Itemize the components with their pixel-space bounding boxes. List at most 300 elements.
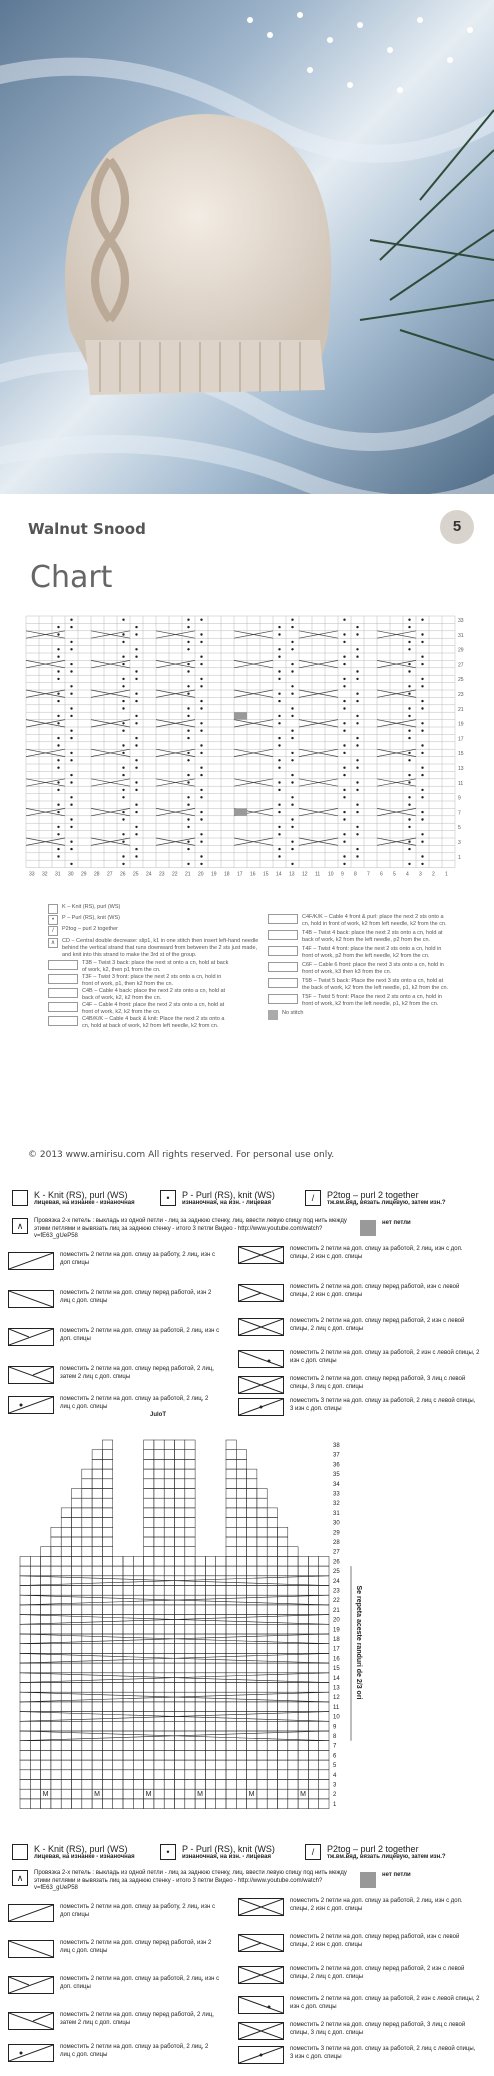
purl-dot [421, 752, 423, 754]
purl-dot [135, 737, 137, 739]
legend-symbol: ∧ [48, 938, 58, 948]
row-number: 17 [458, 736, 464, 743]
chart2-row-number: 17 [333, 1646, 340, 1653]
cable-note-2-3: поместить 2 петли на доп. спицу за работой, 2 лиц, изн с доп. спицы [60, 1976, 220, 1990]
knit-label-ru-2: лицевая, на изнанке - изнаночная [34, 1854, 135, 1860]
purl-dot [278, 804, 280, 806]
purl-dot [200, 796, 202, 798]
purl-dot [343, 855, 345, 857]
purl-dot [57, 744, 59, 746]
no-stitch-label: нет петли [382, 1220, 411, 1226]
purl-dot [122, 855, 124, 857]
legend-text: T5F – Twist 5 front: Place the next 2 sts onto a cn, hold in front of work, k2 from the left needle, p1, k2 from the cn. [302, 994, 442, 1007]
purl-dot [200, 811, 202, 813]
author-credit: JuloT [150, 1412, 166, 1418]
column-number: 21 [185, 871, 191, 878]
purl-dot [343, 789, 345, 791]
purl-dot [122, 685, 124, 687]
p2tog-label-ru-2: тж.вм.вяд, вязать лицевую, затем изн.? [327, 1854, 446, 1860]
legend-text: C4B – Cable 4 back: place the next 2 sts onto a cn, hold at back of work, k2, k2 from the cn. [82, 988, 226, 1001]
purl-dot [187, 818, 189, 820]
no-stitch-symbol [360, 1220, 376, 1236]
purl-dot [291, 663, 293, 665]
purl-dot [57, 633, 59, 635]
purl-dot [278, 737, 280, 739]
purl-dot [408, 841, 410, 843]
purl-dot [291, 796, 293, 798]
cable-symbol-2-5 [8, 2044, 54, 2062]
purl-dot [421, 656, 423, 658]
purl-dot [408, 626, 410, 628]
purl-dot [187, 663, 189, 665]
purl-dot [200, 707, 202, 709]
knit-label-ru: лицевая, на изнанке - изнаночная [34, 1200, 135, 1206]
column-number: 28 [94, 871, 100, 878]
column-number: 8 [354, 871, 357, 878]
purl-dot [343, 685, 345, 687]
purl-dot [421, 722, 423, 724]
purl-dot [135, 656, 137, 658]
purl-dot [187, 626, 189, 628]
column-number: 24 [146, 871, 152, 878]
cable-note-2-1: поместить 2 петли на доп. спицу за работу, 2 лиц, изн с доп спицы [60, 1904, 215, 1918]
cable-symbol-8 [238, 1318, 284, 1336]
chart2-row-number: 33 [333, 1491, 340, 1498]
row-number: 29 [458, 647, 464, 654]
row-number: 9 [458, 795, 461, 802]
purl-dot [421, 678, 423, 680]
purl-dot [122, 818, 124, 820]
purl-dot [343, 722, 345, 724]
knit-symbol [12, 1190, 28, 1206]
chart2-row-number: 13 [333, 1685, 340, 1692]
purl-dot [356, 700, 358, 702]
p2tog-label-2: P2tog – purl 2 together [327, 1844, 419, 1854]
cable-note-2-7: поместить 2 петли на доп. спицу перед работой, изн с левой спицы, 2 изн с доп. спицы [290, 1934, 460, 1948]
make-one-mark: M [145, 1791, 152, 1799]
purl-dot [278, 715, 280, 717]
purl-dot [135, 848, 137, 850]
purl-dot [200, 663, 202, 665]
chart2-row-number: 4 [333, 1772, 337, 1779]
purl-dot [278, 848, 280, 850]
purl-dot [135, 633, 137, 635]
cable-symbol-9 [238, 1350, 284, 1368]
purl-dot [187, 841, 189, 843]
purl-dot [57, 648, 59, 650]
purl-dot [343, 633, 345, 635]
purl-dot [408, 670, 410, 672]
column-number: 14 [276, 871, 282, 878]
purl-dot [356, 693, 358, 695]
purl-dot [343, 752, 345, 754]
legend-symbol [268, 1010, 278, 1020]
chart2-row-number: 24 [333, 1578, 340, 1585]
column-number: 31 [55, 871, 61, 878]
knitting-chart-2 [0, 1430, 494, 1830]
make-one-mark: M [248, 1791, 255, 1799]
column-number: 18 [224, 871, 230, 878]
purl-dot [421, 619, 423, 621]
make-one-mark: M [42, 1791, 49, 1799]
cable-note-3: поместить 2 петли на доп. спицу за работой, 2 лиц, изн с доп. спицы [60, 1328, 220, 1342]
legend-text: T3F – Twist 3 front: place the next 2 sts onto a cn, hold in front of work, p1, then k2 from the cn. [82, 974, 222, 987]
cable-symbol-2-6 [238, 1898, 284, 1916]
purl-label-ru-2: изнаночная, на изн. - лицевая [182, 1854, 271, 1860]
cable-symbol-10 [238, 1376, 284, 1394]
purl-dot [200, 818, 202, 820]
cable-note-11: поместить 3 петли на доп. спицу за работой, 2 лиц с левой спицы, 3 изн с доп. спицы [290, 1398, 476, 1412]
chart2-row-number: 36 [333, 1462, 340, 1469]
chart2-row-number: 21 [333, 1607, 340, 1614]
purl-dot [122, 678, 124, 680]
pattern-page [0, 494, 494, 1164]
legend-item [48, 960, 232, 974]
cable-symbol-5 [8, 1396, 54, 1414]
purl-dot [57, 789, 59, 791]
chart2-row-number: 23 [333, 1588, 340, 1595]
legend-item [268, 914, 452, 928]
purl-dot [421, 663, 423, 665]
chart2-row-number: 1 [333, 1801, 337, 1808]
purl-dot [356, 737, 358, 739]
legend-symbol [48, 974, 78, 984]
purl-dot [200, 633, 202, 635]
purl-dot [291, 648, 293, 650]
purl-dot [122, 619, 124, 621]
purl-dot [408, 863, 410, 865]
purl-dot [291, 752, 293, 754]
purl-dot [57, 855, 59, 857]
purl-dot [343, 811, 345, 813]
legend-item [268, 930, 452, 944]
purl-dot [122, 700, 124, 702]
purl-dot [70, 648, 72, 650]
legend-symbol [268, 962, 298, 972]
purl-dot [70, 715, 72, 717]
purl-dot [187, 863, 189, 865]
purl-dot [291, 715, 293, 717]
chart2-row-number: 6 [333, 1753, 337, 1760]
purl-dot [135, 678, 137, 680]
make-one-mark: M [300, 1791, 306, 1799]
purl-dot [356, 656, 358, 658]
no-stitch-cell [234, 712, 247, 719]
purl-dot [122, 656, 124, 658]
legend-text: T4F – Twist 4 front: place the next 2 sts onto a cn, hold in front of work, p2 from the left needle, k2 from the cn. [302, 946, 442, 959]
row-number: 5 [458, 825, 461, 832]
purl-dot [187, 730, 189, 732]
knit-label-2: K - Knit (RS), purl (WS) [34, 1844, 128, 1854]
purl-dot [187, 715, 189, 717]
purl-dot [122, 663, 124, 665]
purl-dot [278, 855, 280, 857]
chart2-row-number: 12 [333, 1695, 340, 1702]
legend-text: C6F – Cable 6 front: place the next 3 sts onto a cn, hold in front of work, k3 then k3 from the cn. [302, 962, 444, 975]
column-number: 26 [120, 871, 126, 878]
legend-text: K – Knit (RS), purl (WS) [62, 904, 121, 910]
purl-dot [408, 818, 410, 820]
knit-label: K - Knit (RS), purl (WS) [34, 1190, 128, 1200]
row-number: 3 [458, 840, 461, 846]
chart2-row-number: 9 [333, 1724, 337, 1731]
chart2-row-number: 34 [333, 1481, 340, 1488]
legend [48, 904, 468, 1064]
row-number: 31 [458, 632, 464, 639]
legend-text: P2tog – purl 2 together [62, 926, 118, 932]
purl-label-ru: изнаночная, на изн. - лицевая [182, 1200, 271, 1206]
purl-dot [122, 752, 124, 754]
cable-symbol-2-2 [8, 1940, 54, 1958]
purl-dot [278, 670, 280, 672]
column-number: 12 [302, 871, 308, 878]
column-number: 33 [29, 871, 35, 878]
purl-dot [356, 789, 358, 791]
purl-dot [278, 811, 280, 813]
cable-symbol-2-4 [8, 2012, 54, 2030]
purl-dot [70, 759, 72, 761]
cable-note-9: поместить 2 петли на доп. спицу за работой, 2 изн с левой спицы, 2 изн с доп. спицы [290, 1350, 480, 1364]
legend-item [48, 926, 212, 936]
purl-dot [187, 619, 189, 621]
legend-item [48, 974, 232, 988]
chart2-row-number: 26 [333, 1559, 340, 1566]
purl-dot [135, 789, 137, 791]
column-number: 25 [133, 871, 139, 878]
cd-note: Провязка 2-х петель : выкладь из одной петли - лиц за заднюю стенку, лиц. ввести левую спицу под нить между этими петлями и вывязать лиц за заднюю стенку - итого 3 петли Видео - http://www.youtube.com/watch?v=fE63_gUeP58 [34, 1218, 347, 1239]
chart2-row-number: 20 [333, 1617, 340, 1624]
purl-dot [135, 693, 137, 695]
legend-item [48, 904, 212, 914]
purl-dot [57, 700, 59, 702]
chart2-row-number: 31 [333, 1510, 340, 1517]
chart2-row-number: 11 [333, 1704, 340, 1711]
p2tog-label: P2tog – purl 2 together [327, 1190, 419, 1200]
cable-symbol-7 [238, 1284, 284, 1302]
legend-text: C4F/K/K – Cable 4 front & purl: place the next 2 sts onto a cn, hold in front of work, k2 from left needle, k2 from the cn. [302, 914, 447, 927]
purl-dot [408, 796, 410, 798]
purl-dot [187, 693, 189, 695]
chart2-row-number: 16 [333, 1656, 340, 1663]
legend-symbol [268, 946, 298, 956]
purl-dot [122, 789, 124, 791]
column-number: 6 [380, 871, 383, 878]
column-number: 19 [211, 871, 217, 878]
cd-note-2: Провязка 2-х петель : выкладь из одной петли - лиц за заднюю стенку, лиц. ввести левую спицу под нить между этими петлями и вывязать лиц за заднюю стенку - итого 3 петли Видео - http://www.youtube.com/watch?v=fE63_gUeP58 [34, 1870, 347, 1891]
chart2-row-number: 35 [333, 1472, 340, 1479]
cable-note-5: поместить 2 петли на доп. спицу за работой, 2 лиц, 2 лиц с доп. спицы [60, 1396, 209, 1410]
purl-dot [200, 833, 202, 835]
symbol-key-lower [0, 1836, 494, 2076]
legend-item [268, 994, 452, 1008]
purl-dot [70, 826, 72, 828]
purl-dot [70, 626, 72, 628]
no-stitch-symbol-2 [360, 1872, 376, 1888]
purl-dot [187, 774, 189, 776]
purl-dot [187, 759, 189, 761]
purl-dot [135, 626, 137, 628]
chart2-row-number: 25 [333, 1569, 340, 1576]
purl-dot [343, 841, 345, 843]
cable-symbol-1 [8, 1252, 54, 1270]
purl-dot [356, 759, 358, 761]
chart-title: Chart [30, 560, 113, 595]
legend-symbol [48, 1016, 78, 1026]
cable-note-2-2: поместить 2 петли на доп. спицу перед работой, изн 2 лиц с доп. спицы [60, 1940, 212, 1954]
legend-item [48, 938, 262, 959]
column-number: 10 [328, 871, 334, 878]
purl-dot [343, 641, 345, 643]
purl-dot [278, 744, 280, 746]
purl-dot [122, 633, 124, 635]
purl-dot [278, 693, 280, 695]
purl-dot [408, 781, 410, 783]
purl-dot [343, 767, 345, 769]
column-number: 17 [237, 871, 243, 878]
purl-dot [70, 641, 72, 643]
purl-dot [291, 626, 293, 628]
purl-dot [135, 744, 137, 746]
purl-dot [135, 781, 137, 783]
header-title: Walnut Snood [28, 520, 146, 538]
chart2-row-number: 2 [333, 1792, 337, 1799]
purl-dot [70, 693, 72, 695]
cable-symbol-2-10 [238, 2022, 284, 2040]
purl-dot [57, 678, 59, 680]
cable-note-8: поместить 2 петли на доп. спицу перед работой, 2 изн с левой спицы, 2 лиц с доп. спицы [290, 1318, 465, 1332]
legend-text: T3B – Twist 3 back: place the next st onto a cn, hold at back of work, k2, then p1 from the cn. [82, 960, 229, 973]
purl-dot [291, 818, 293, 820]
cable-note-2-10: поместить 2 петли на доп. спицу перед работой, 3 лиц с левой спицы, 3 лиц с доп. спицы [290, 2022, 466, 2036]
cable-symbol-6 [238, 1246, 284, 1264]
purl-dot [408, 707, 410, 709]
purl-dot [291, 730, 293, 732]
purl-dot [187, 670, 189, 672]
chart2-row-number: 7 [333, 1743, 337, 1750]
purl-dot [421, 796, 423, 798]
purl-dot [187, 648, 189, 650]
purl-dot [187, 796, 189, 798]
purl-dot [421, 818, 423, 820]
row-number: 21 [458, 706, 464, 713]
chart2-row-number: 28 [333, 1540, 340, 1546]
purl-dot [356, 804, 358, 806]
purl-dot [70, 707, 72, 709]
legend-text: T5B – Twist 5 back: Place the next 3 sts onto a cn, hold at the back of work, k2 from the left needle, p1, k2 from the cn. [302, 978, 449, 991]
purl-dot [291, 641, 293, 643]
purl-dot [343, 619, 345, 621]
purl-dot [421, 767, 423, 769]
purl-dot [122, 730, 124, 732]
purl-dot [421, 707, 423, 709]
column-number: 5 [393, 871, 396, 878]
purl-dot [421, 685, 423, 687]
cable-note-2-9: поместить 2 петли на доп. спицу за работой, 2 изн с левой спицы, 2 изн с доп. спицы [290, 1996, 480, 2010]
purl-dot [200, 685, 202, 687]
legend-text: T4B – Twist 4 back: place the next 2 sts onto a cn, hold at back of work, k2 from the left needle, p2 from the cn. [302, 930, 443, 943]
legend-symbol [268, 994, 298, 1004]
cable-symbol-4 [8, 1366, 54, 1384]
purl-dot [57, 826, 59, 828]
purl-dot [200, 774, 202, 776]
purl-dot [421, 730, 423, 732]
grid-lines [26, 616, 455, 868]
purl-dot [408, 774, 410, 776]
purl-dot [291, 685, 293, 687]
column-number: 30 [68, 871, 74, 878]
purl-dot [421, 789, 423, 791]
purl-dot [343, 656, 345, 658]
purl-dot [408, 752, 410, 754]
purl-dot [408, 804, 410, 806]
cable-symbol-2-3 [8, 1976, 54, 1994]
purl-dot [291, 737, 293, 739]
repeat-note: Se repeta aceste randuri de 2/3 ori [355, 1585, 362, 1700]
cable-note-2: поместить 2 петли на доп. спицу перед работой, изн 2 лиц с доп. спицы [60, 1290, 212, 1304]
column-number: 27 [107, 871, 113, 878]
purl-dot [135, 804, 137, 806]
purl-dot [291, 826, 293, 828]
purl-dot [343, 796, 345, 798]
purl-dot [70, 685, 72, 687]
purl-dot [122, 774, 124, 776]
purl-dot [57, 848, 59, 850]
no-stitch-label-2: нет петли [382, 1872, 411, 1878]
purl-dot [135, 855, 137, 857]
purl-dot [135, 811, 137, 813]
knit-symbol-2 [12, 1844, 28, 1860]
central-double-decrease-symbol-2: ∧ [12, 1870, 28, 1886]
row-number: 27 [458, 662, 464, 669]
purl-dot [70, 619, 72, 621]
purl-dot [187, 707, 189, 709]
chart2-row-number: 30 [333, 1520, 340, 1527]
purl-dot [291, 670, 293, 672]
purl-dot [57, 715, 59, 717]
purl-dot [135, 700, 137, 702]
purl-dot [278, 781, 280, 783]
cable-note-2-4: поместить 2 петли на доп. спицу перед работой, 2 лиц, затем 2 лиц с доп. спицы [60, 2012, 214, 2026]
central-double-decrease-symbol: ∧ [12, 1218, 28, 1234]
cable-note-2-5: поместить 2 петли на доп. спицу за работой, 2 лиц, 2 лиц с доп. спицы [60, 2044, 209, 2058]
purl-dot [135, 759, 137, 761]
legend-symbol: / [48, 926, 58, 936]
purl-dot [278, 826, 280, 828]
cable-symbol-2-11 [238, 2046, 284, 2064]
column-number: 2 [432, 871, 435, 878]
purl-dot [187, 826, 189, 828]
purl-dot [291, 848, 293, 850]
purl-dot [57, 722, 59, 724]
purl-dot [122, 841, 124, 843]
purl-dot [187, 752, 189, 754]
column-number: 13 [289, 871, 295, 878]
chart2-row-number: 8 [333, 1734, 337, 1740]
chart2-row-number: 5 [333, 1763, 337, 1770]
column-number: 4 [406, 871, 409, 878]
column-number: 23 [159, 871, 165, 878]
hat-photo-illustration [0, 0, 494, 494]
purl-dot [421, 863, 423, 865]
purl-dot [200, 722, 202, 724]
legend-text: No stitch [282, 1010, 304, 1016]
purl-dot [356, 678, 358, 680]
purl-dot [291, 759, 293, 761]
column-number: 11 [315, 871, 321, 878]
legend-item [48, 1002, 232, 1016]
legend-item [268, 962, 452, 976]
purl-dot [408, 848, 410, 850]
